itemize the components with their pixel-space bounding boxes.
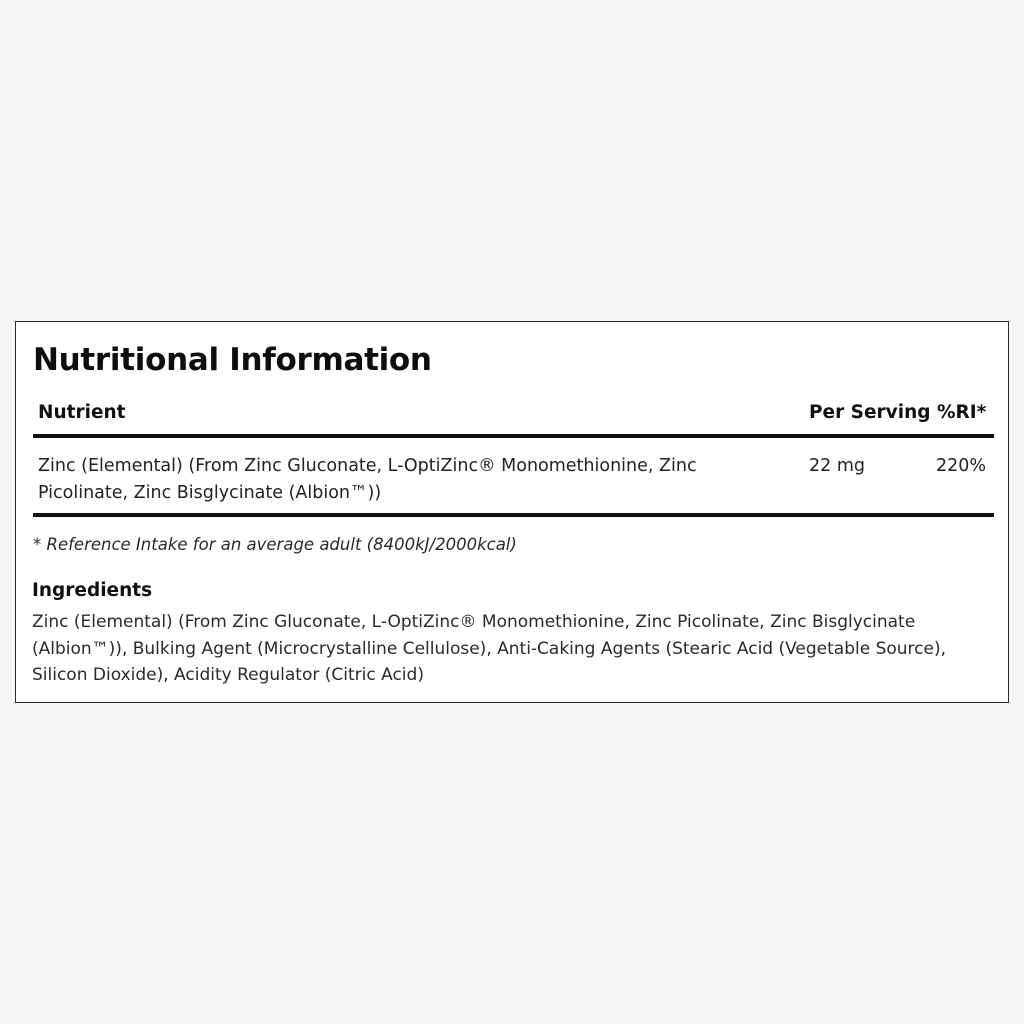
nutrition-panel [15, 321, 1009, 703]
reference-intake-footnote: * Reference Intake for an average adult (8400kJ/2000kcal) [33, 535, 517, 554]
ri-value: 220% [936, 456, 987, 476]
column-header-nutrient: Nutrient [38, 402, 126, 423]
header-divider [33, 434, 994, 438]
column-header-ri: %RI* [937, 402, 987, 423]
per-serving-value: 22 mg [809, 456, 865, 476]
panel-title: Nutritional Information [33, 342, 432, 378]
ingredients-text: Zinc (Elemental) (From Zinc Gluconate, L-OptiZinc® Monomethionine, Zinc Picolinate, Zinc Bisglycinate (Albion™)), Bulking Agent (Microcrystalline Cellulose), Anti-Caking Agents (Stearic Acid (Vegetable Source), Silicon Dioxide), Acidity Regulator (Citric Acid) [32, 612, 947, 685]
table-bottom-divider [33, 513, 994, 517]
column-header-per-serving: Per Serving [809, 402, 931, 423]
nutrient-name: Zinc (Elemental) (From Zinc Gluconate, L-OptiZinc® Monomethionine, Zinc Picolinate, Zinc Bisglycinate (Albion™)) [38, 456, 697, 503]
ingredients-heading: Ingredients [32, 580, 153, 601]
